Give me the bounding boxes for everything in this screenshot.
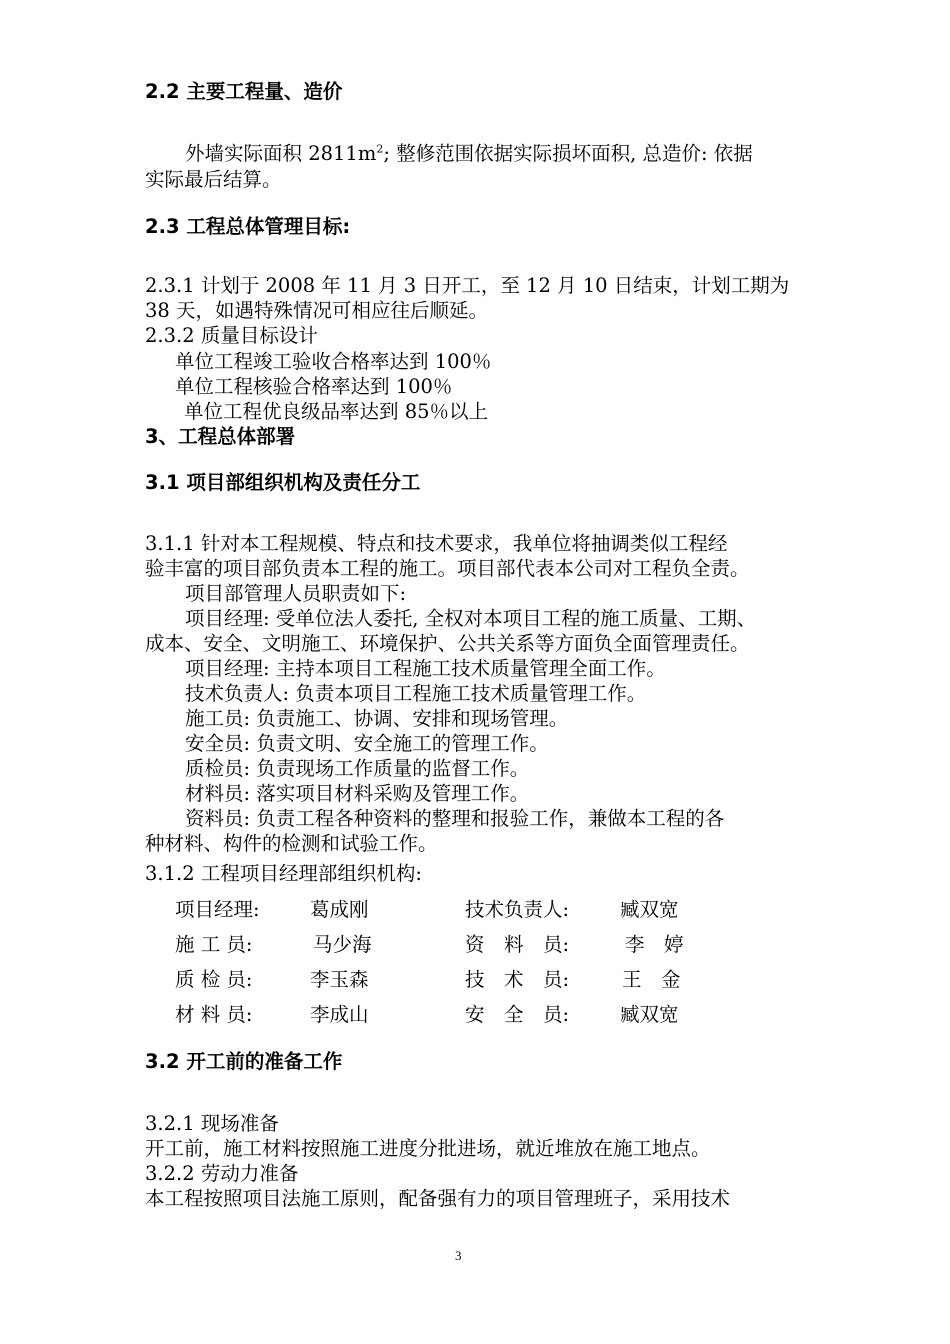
org-person: 王 金	[622, 968, 681, 991]
labor-prep-title: 3.2.2 劳动力准备	[145, 1162, 299, 1185]
org-person: 臧双宽	[620, 1003, 679, 1026]
org-para-line2: 验丰富的项目部负责本工程的施工。项目部代表本公司对工程负全责。	[145, 557, 750, 580]
heading-3: 3、工程总体部署	[145, 425, 296, 448]
duties-intro: 项目部管理人员职责如下:	[185, 582, 407, 605]
quality-target-title: 2.3.2 质量目标设计	[145, 324, 318, 347]
schedule-line1: 2.3.1 计划于 2008 年 11 月 3 日开工，至 12 月 10 日结束，计划工期为	[145, 274, 790, 297]
duty-documents-line2: 种材料、构件的检测和试验工作。	[145, 832, 438, 855]
org-person: 李 婷	[625, 933, 684, 956]
org-person: 李玉森	[310, 968, 369, 991]
duty-pm-line1: 项目经理: 受单位法人委托, 全权对本项目工程的施工质量、工期、	[185, 607, 757, 630]
heading-3-2: 3.2 开工前的准备工作	[145, 1050, 343, 1073]
duty-documents-line1: 资料员: 负责工程各种资料的整理和报验工作，兼做本工程的各	[185, 807, 725, 830]
paragraph-area	[185, 142, 753, 166]
heading-3-1: 3.1 项目部组织机构及责任分工	[145, 471, 421, 494]
heading-2-2: 2.2 主要工程量、造价	[145, 80, 343, 103]
org-role: 技 术 员:	[465, 968, 570, 991]
duty-materials: 材料员: 落实项目材料采购及管理工作。	[185, 782, 530, 805]
quality-target-1: 单位工程竣工验收合格率达到 100％	[175, 350, 492, 373]
duty-tech-lead: 技术负责人: 负责本项目工程施工技术质量管理工作。	[185, 682, 647, 705]
org-role: 质 检 员:	[175, 968, 253, 991]
area-text: 外墙实际面积 2811m	[185, 142, 377, 165]
site-prep-title: 3.2.1 现场准备	[145, 1112, 279, 1135]
org-role: 技术负责人:	[465, 898, 570, 921]
org-person: 臧双宽	[620, 898, 679, 921]
org-person: 马少海	[313, 933, 372, 956]
org-role: 资 料 员:	[465, 933, 570, 956]
duty-safety: 安全员: 负责文明、安全施工的管理工作。	[185, 732, 549, 755]
org-role: 施 工 员:	[175, 933, 253, 956]
paragraph-area-line2: 实际最后结算。	[145, 168, 282, 191]
org-structure-title: 3.1.2 工程项目经理部组织机构:	[145, 862, 422, 885]
quality-target-2: 单位工程核验合格率达到 100％	[175, 375, 453, 398]
site-prep-text: 开工前，施工材料按照施工进度分批进场，就近堆放在施工地点。	[145, 1137, 711, 1160]
heading-2-3: 2.3 工程总体管理目标:	[145, 215, 351, 238]
org-role: 材 料 员:	[175, 1003, 253, 1026]
schedule-line2: 38 天，如遇特殊情况可相应往后顺延。	[145, 299, 489, 322]
duty-pm2: 项目经理: 主持本项目工程施工技术质量管理全面工作。	[185, 657, 666, 680]
org-role: 项目经理:	[175, 898, 260, 921]
quality-target-3: 单位工程优良级品率达到 85％以上	[184, 400, 489, 423]
org-person: 李成山	[310, 1003, 369, 1026]
labor-prep-text: 本工程按照项目法施工原则，配备强有力的项目管理班子，采用技术	[145, 1187, 731, 1210]
duty-quality: 质检员: 负责现场工作质量的监督工作。	[185, 757, 530, 780]
duty-pm-line2: 成本、安全、文明施工、环境保护、公共关系等方面负全面管理责任。	[145, 632, 750, 655]
page-number: 3	[455, 1248, 462, 1263]
org-para-line1: 3.1.1 针对本工程规模、特点和技术要求，我单位将抽调类似工程经	[145, 532, 728, 555]
duty-construction: 施工员: 负责施工、协调、安排和现场管理。	[185, 707, 569, 730]
area-text-rest: ; 整修范围依据实际损坏面积, 总造价: 依据	[383, 142, 753, 165]
org-role: 安 全 员:	[465, 1003, 570, 1026]
org-person: 葛成刚	[310, 898, 369, 921]
area-superscript: 2	[376, 142, 384, 156]
